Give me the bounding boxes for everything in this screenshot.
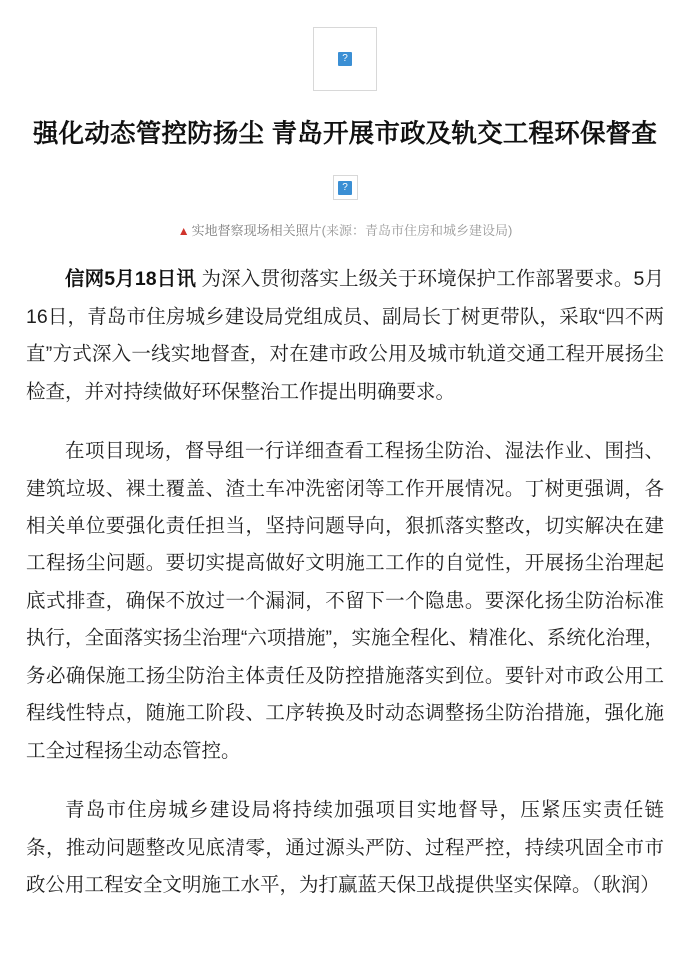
paragraph-3 (26, 792, 664, 904)
broken-image-icon (313, 27, 377, 91)
broken-image-glyph: ? (338, 52, 352, 66)
page-title: 强化动态管控防扬尘 青岛开展市政及轨交工程环保督查 (32, 120, 658, 148)
caption-source: (来源：青岛市住房和城乡建设局) (321, 223, 513, 239)
broken-image-icon (333, 175, 358, 200)
triangle-marker-icon: ▲ (177, 224, 190, 239)
caption-text: 实地督察现场相关照片 (191, 223, 322, 239)
paragraph-text: 在项目现场，督导组一行详细查看工程扬尘防治、湿法作业、围挡、建筑垃圾、裸土覆盖、渣土车冲洗密闭等工作开展情况。丁树更强调，各相关单位要强化责任担当，坚持问题导向，狠抓落实整改，切实解决在建工程扬尘问题。要切实提高做好文明施工工作的自觉性，开展扬尘治理起底式排查，确保不放过一个漏洞，不留下一个隐患。要深化扬尘防治标准执行，全面落实扬尘治理“六项措施”，实施全程化、精准化、系统化治理，务必确保施工扬尘防治主体责任及防控措施落实到位。要针对市政公用工程线性特点，随施工阶段、工序转换及时动态调整扬尘防治措施，强化施工全过程扬尘动态管控。 (26, 440, 664, 762)
paragraph-2 (26, 433, 664, 770)
image-caption (22, 220, 668, 239)
paragraph-lead: 信网5月18日讯 (65, 268, 196, 291)
article-body (22, 261, 668, 904)
paragraph-1 (26, 261, 664, 411)
paragraph-text: 为深入贯彻落实上级关于环境保护工作部署要求。5月16日，青岛市住房城乡建设局党组成员、副局长丁树更带队，采取“四不两直”方式深入一线实地督查，对在建市政公用及城市轨道交通工程开展扬尘检查，并对持续做好环保整治工作提出明确要求。 (26, 268, 664, 403)
paragraph-text: 青岛市住房城乡建设局将持续加强项目实地督导，压紧压实责任链条，推动问题整改见底清零，通过源头严防、过程严控，持续巩固全市市政公用工程安全文明施工水平，为打赢蓝天保卫战提供坚实保障。（耿润） (26, 799, 664, 896)
mid-image-container (22, 175, 668, 200)
top-image-container (22, 0, 668, 91)
broken-image-glyph: ? (338, 181, 352, 195)
